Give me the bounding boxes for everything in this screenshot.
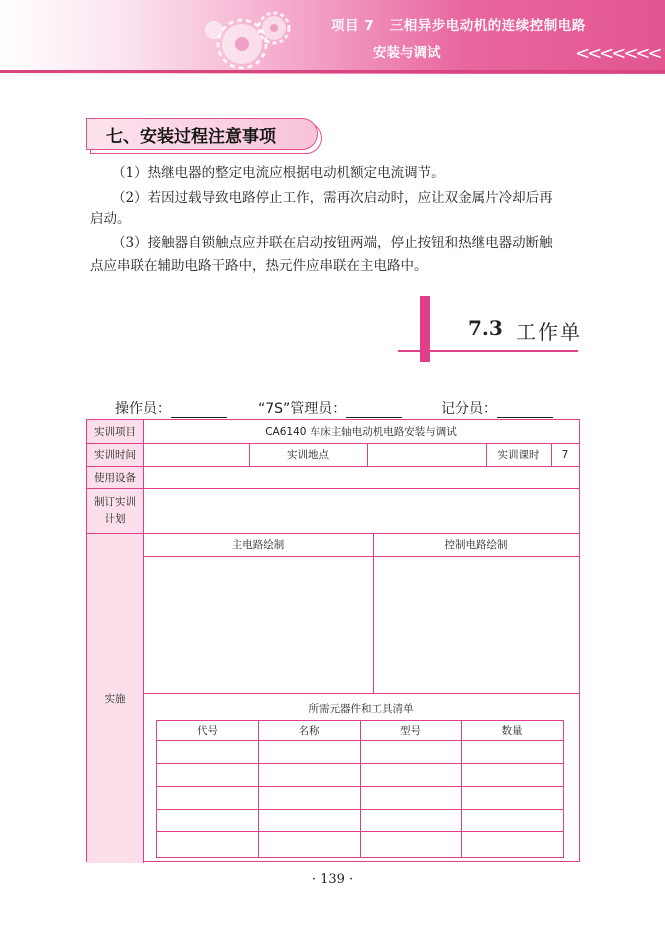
column-header-quantity: 数量 bbox=[501, 725, 523, 737]
hours-value: 7 bbox=[561, 448, 569, 461]
note-item-1: （1）热继电器的整定电流应根据电动机额定电流调节。 bbox=[112, 165, 445, 181]
worksheet-title: 工作单 bbox=[516, 320, 582, 344]
component-list-title: 所需元器件和工具清单 bbox=[308, 702, 414, 715]
equipment-label: 使用设备 bbox=[94, 471, 136, 484]
recorder-blank[interactable] bbox=[497, 404, 553, 418]
worksheet-number: 7.3 bbox=[468, 316, 503, 340]
worksheet-heading-line bbox=[398, 350, 578, 352]
header-title-line2: 安装与调试 bbox=[373, 45, 441, 61]
time-label: 实训时间 bbox=[94, 449, 136, 461]
header-banner bbox=[0, 0, 665, 74]
manager-field: “7S”管理员： bbox=[258, 398, 402, 418]
operator-field: 操作员： bbox=[115, 398, 227, 418]
note-item-2: （2）若因过载导致电路停止工作，需再次启动时，应让双金属片冷却后再 bbox=[112, 190, 553, 206]
main-circuit-drawing-area[interactable] bbox=[143, 556, 373, 693]
time-value[interactable] bbox=[143, 443, 249, 466]
header-rule bbox=[0, 70, 665, 73]
recorder-field: 记分员： bbox=[441, 398, 553, 418]
worksheet-form bbox=[86, 419, 580, 862]
control-circuit-drawing-area[interactable] bbox=[373, 556, 579, 693]
main-circuit-label: 主电路绘制 bbox=[231, 539, 285, 551]
chevrons-decoration: <<<<<<< bbox=[575, 43, 660, 64]
implementation-label: 实施 bbox=[104, 692, 126, 705]
operator-blank[interactable] bbox=[171, 404, 227, 418]
page-number: · 139 · bbox=[311, 872, 354, 887]
plan-label: 制订实训 计划 bbox=[94, 495, 136, 525]
column-header-name: 名称 bbox=[298, 725, 320, 737]
manager-blank[interactable] bbox=[346, 404, 402, 418]
section-heading bbox=[86, 118, 322, 152]
project-label: 实训项目 bbox=[94, 426, 136, 438]
equipment-value[interactable] bbox=[143, 466, 579, 488]
column-header-code: 代号 bbox=[197, 725, 218, 737]
control-circuit-label: 控制电路绘制 bbox=[444, 539, 508, 551]
project-value: CA6140 车床主轴电动机电路安装与调试 bbox=[265, 426, 457, 438]
plan-value[interactable] bbox=[143, 488, 579, 533]
worksheet-heading-bar bbox=[420, 296, 430, 362]
gear-decoration-icon bbox=[190, 6, 300, 72]
component-list-table bbox=[156, 720, 564, 858]
header-title-line1: 项目 7 三相异步电动机的连续控制电路 bbox=[331, 18, 586, 34]
column-header-model: 型号 bbox=[400, 725, 421, 737]
hours-label: 实训课时 bbox=[497, 449, 540, 461]
note-item-2-cont: 启动。 bbox=[90, 211, 131, 227]
note-item-3: （3）接触器自锁触点应并联在启动按钮两端，停止按钮和热继电器动断触 bbox=[112, 235, 553, 251]
note-item-3-cont: 点应串联在辅助电路干路中，热元件应串联在主电路中。 bbox=[90, 258, 428, 274]
place-value[interactable] bbox=[367, 443, 486, 466]
section-heading-text: 七、安装过程注意事项 bbox=[106, 127, 276, 147]
place-label: 实训地点 bbox=[287, 449, 329, 461]
